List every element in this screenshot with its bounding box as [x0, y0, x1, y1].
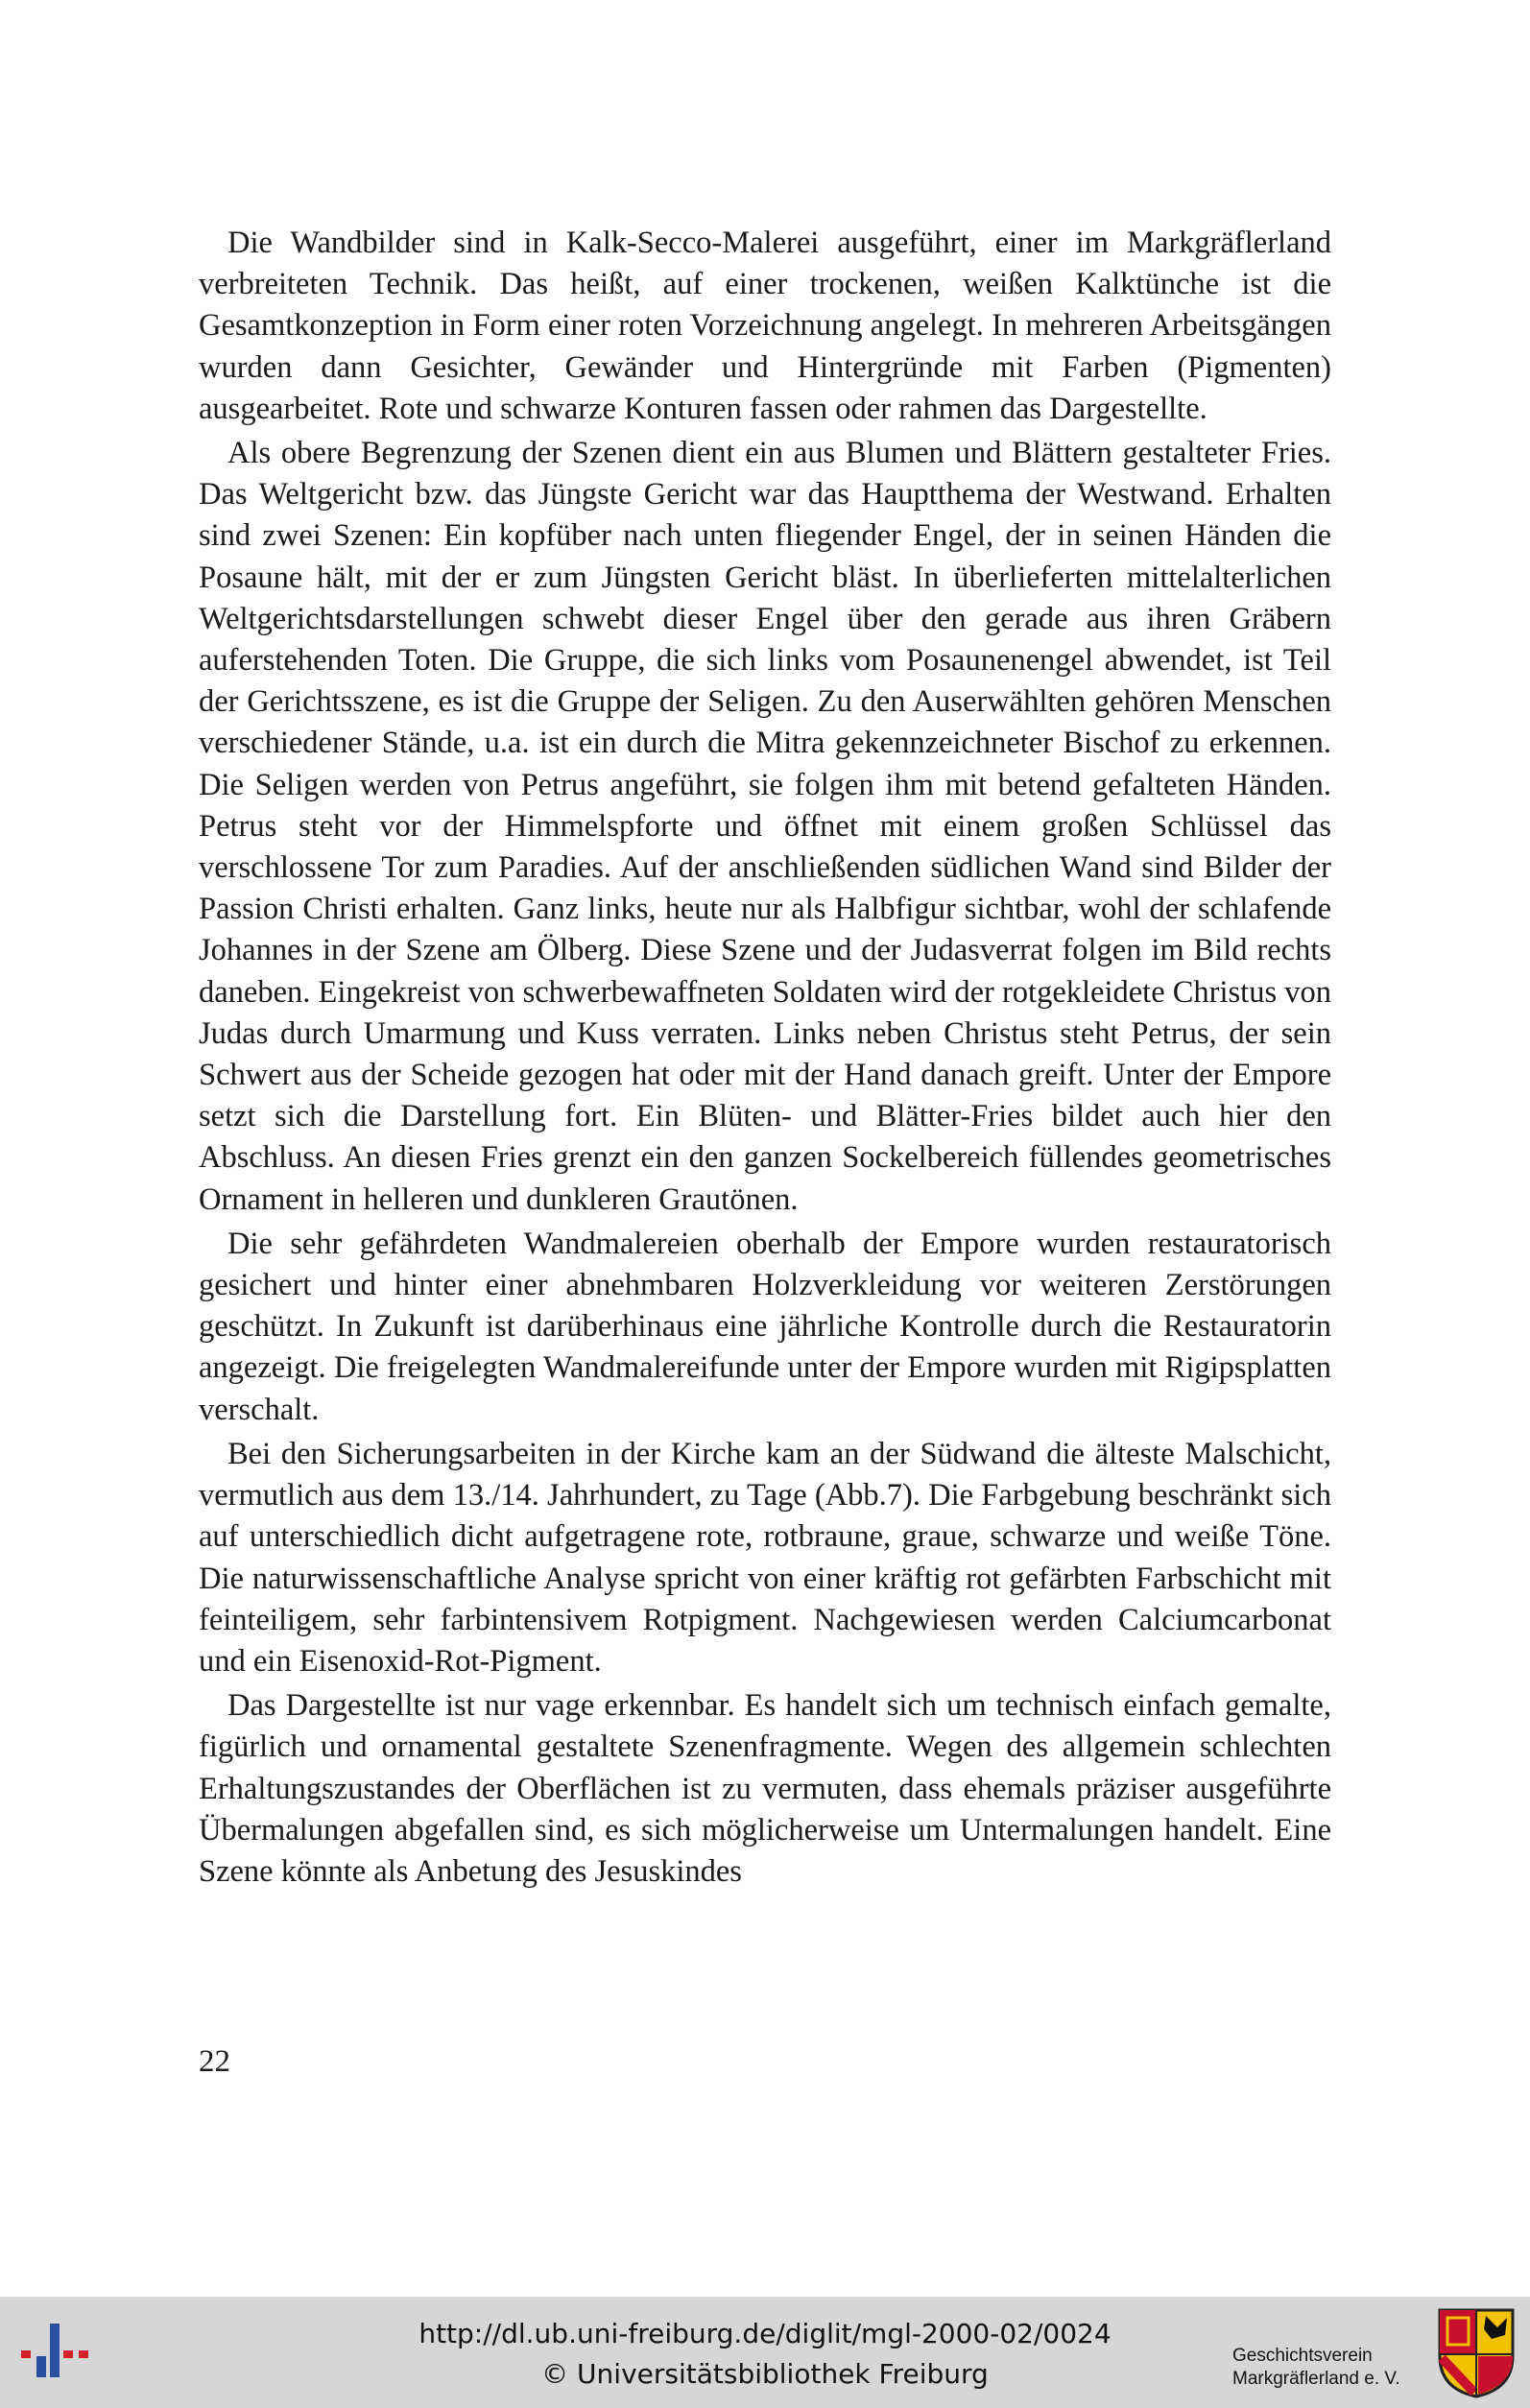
footer-url-link[interactable]: http://dl.ub.uni-freiburg.de/diglit/mgl-2000-02/0024: [418, 2318, 1112, 2349]
paragraph-2: Als obere Begrenzung der Szenen dient ein aus Blumen und Blättern gestalteter Fries. Das Weltgericht bzw. das Jüngste Gericht war das Hauptthema der Westwand. Erhalten sind zwei Szenen: Ein kopfüber nach unten fliegender Engel, der in seinen Händen die Posaune hält, mit der er zum Jüngsten Gericht bläst. In überlieferten mittelalterlichen Weltgerichtsdarstellungen schwebt dieser Engel über den gerade aus ihren Gräbern auferstehenden Toten. Die Gruppe, die sich links vom Posaunenengel abwendet, ist Teil der Gerichtsszene, es ist die Gruppe der Seligen. Zu den Auserwählten gehören Menschen verschiedener Stände, u.a. ist ein durch die Mitra gekennzeichneter Bischof zu erkennen. Die Seligen werden von Petrus angeführt, sie folgen ihm mit betend gefalteten Händen. Petrus steht vor der Himmelspforte und öffnet mit einem großen Schlüssel das verschlossene Tor zum Paradies. Auf der anschließenden südlichen Wand sind Bilder der Passion Christi erhalten. Ganz links, heute nur als Halbfigur sichtbar, wohl der schlafende Johannes in der Szene am Ölberg. Diese Szene und der Judasverrat folgen im Bild rechts daneben. Eingekreist von schwerbewaffneten Soldaten wird der rotgekleidete Christus von Judas durch Umarmung und Kuss verraten. Links neben Christus steht Petrus, der sein Schwert aus der Scheide gezogen hat oder mit der Hand danach greift. Unter der Empore setzt sich die Darstellung fort. Ein Blüten- und Blätter-Fries bildet auch hier den Abschluss. An diesen Fries grenzt ein den ganzen Sockelbereich füllendes geometrisches Ornament in helleren und dunkleren Grautönen.: [199, 436, 1331, 1217]
association-line-2: Markgräflerland e. V.: [1232, 2369, 1400, 2389]
paragraph-4: Bei den Sicherungsarbeiten in der Kirche kam an der Südwand die älteste Malschicht, vermutlich aus dem 13./14. Jahrhundert, zu Tage (Abb.7). Die Farbgebung beschränkt sich auf unterschiedlich dicht aufgetragene rote, rotbraune, graue, schwarze und weiße Töne. Die naturwissenschaftliche Analyse spricht von einer kräftig rot gefärbten Farbschicht mit feinteiligem, sehr farbintensivem Rotpigment. Nachgewiesen werden Calciumcarbonat und ein Eisenoxid-Rot-Pigment.: [199, 1436, 1331, 1679]
page-number: 22: [199, 2044, 230, 2079]
footer-copyright: © Universitätsbibliothek Freiburg: [541, 2358, 989, 2390]
page-body: [199, 223, 1331, 1895]
paragraph-5: Das Dargestellte ist nur vage erkennbar. Es handelt sich um technisch einfach gemalte, figürlich und ornamental gestaltete Szenenfragmente. Wegen des allgemein schlechten Erhaltungszustandes der Oberflächen ist zu vermuten, dass ehemals präziser ausgeführte Übermalungen abgefallen sind, es sich möglicherweise um Untermalungen handelt. Eine Szene könnte als Anbetung des Jesuskindes: [199, 1688, 1331, 1889]
association-line-1: Geschichtsverein: [1232, 2346, 1373, 2366]
paragraph-3: Die sehr gefährdeten Wandmalereien oberhalb der Empore wurden restauratorisch gesichert und hinter einer abnehmbaren Holzverkleidung vor weiteren Zerstörungen geschützt. In Zukunft ist darüberhinaus eine jährliche Kontrolle durch die Restauratorin angezeigt. Die freigelegten Wandmalereifunde unter der Empore wurden mit Rigipsplatten verschalt.: [199, 1226, 1331, 1427]
footer-bar: [0, 2297, 1530, 2408]
markgraeflerland-crest-icon: [1436, 2306, 1517, 2398]
association-name: [1232, 2345, 1434, 2391]
paragraph-1: Die Wandbilder sind in Kalk-Secco-Malerei ausgeführt, einer im Markgräflerland verbreiteten Technik. Das heißt, auf einer trockenen, weißen Kalktünche ist die Gesamtkonzeption in Form einer roten Vorzeichnung angelegt. In mehreren Arbeitsgängen wurden dann Gesichter, Gewänder und Hintergründe mit Farben (Pigmenten) ausgearbeitet. Rote und schwarze Konturen fassen oder rahmen das Dargestellte.: [199, 226, 1331, 426]
